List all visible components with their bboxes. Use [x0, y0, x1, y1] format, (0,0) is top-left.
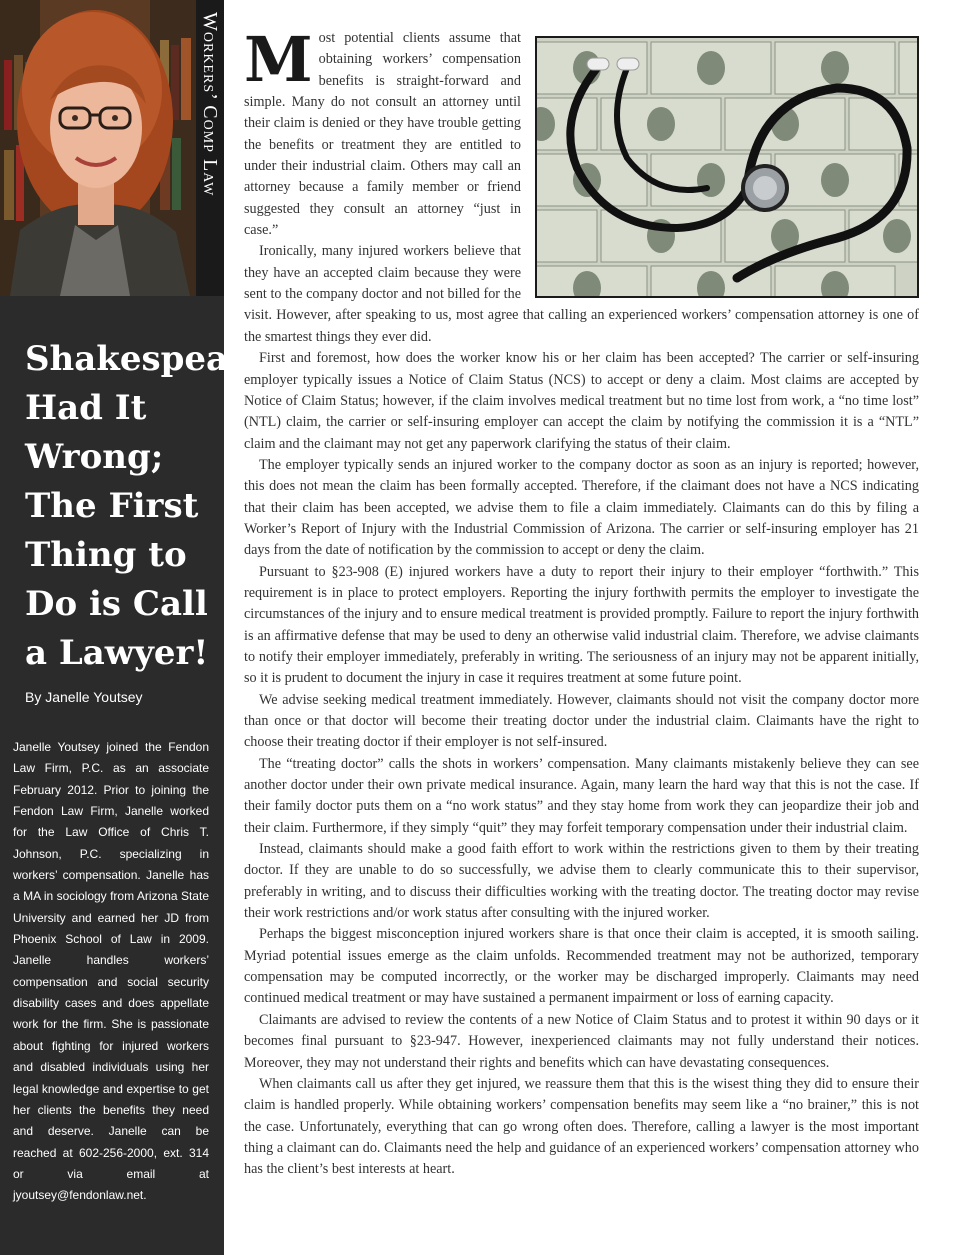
paragraph: The employer typically sends an injured worker to the company doctor as soon as an injury is reported; however, this does not mean the claim has been formally accepted. Therefore, if the claimant does not have a NCS indicating that their claim has been accepted, we advise them to file a claim immediately. Claimants can do this by filing a Worker’s Report of Injury with the Industrial Commission of Arizona. The carrier or self-insuring employer has 21 days from the date of notification by the commission to accept or deny the claim.	[244, 456, 919, 559]
article-headline: Shakespeare Had It Wrong; The First Thing to Do is Call a Lawyer!	[25, 339, 268, 673]
paragraph: Pursuant to §23-908 (E) injured workers have a duty to report their injury to their employer “forthwith.” This requirement is in place to protect employers. Reporting the injury forthwith permits the employer to investigate the circumstances of the injury and to ensure medical treatment is provided promptly. Failure to report the injury forthwith is an affirmative defense that may be used to deny an otherwise valid industrial claim. Therefore, we advise claimants to notify their employer immediately, preferably in writing. The seriousness of an injury may not be apparent initially, so it is prudent to document the injury in case it requires treatment at some future point.	[244, 563, 919, 687]
article-body	[244, 23, 919, 1181]
paragraph: Claimants are advised to review the contents of a new Notice of Claim Status and to protest it within 90 days or it becomes final pursuant to §23-947. However, inexperienced claimants may not fully understand their notices. Moreover, they may not understand their rights and benefits which can have devastating consequences.	[244, 1011, 919, 1071]
paragraph: Instead, claimants should make a good faith effort to work within the restrictions given to them by their treating doctor. If they are unable to do so successfully, we advise them to clearly communicate this to their supervisor, preferably in writing, and to discuss their difficulties working with the treating doctor. The treating doctor may revise their work restrictions and/or work status after consulting with the injured worker.	[244, 841, 919, 922]
paragraph-text: ost potential clients assume that obtaining workers’ compensation benefits is straight-forward and simple. Many do not consult an attorney until their claim is denied or they have trouble getting the benefits or treatment they are entitled to under their industrial claim. Others may call an attorney because a family member or friend suggested they consult an attorney “just in case.”	[244, 30, 521, 239]
paragraph: We advise seeking medical treatment immediately. However, claimants should not visit the company doctor more than once or that doctor will become their treating doctor under the industrial claim. Claimants have the right to choose their treating doctor if their employer is not self-insured.	[244, 691, 919, 751]
sidebar	[0, 0, 268, 1255]
author-photo	[0, 0, 196, 296]
byline: By Janelle Youtsey	[25, 689, 143, 705]
paragraph: Ironically, many injured workers believe that they have an accepted claim because they were sent to the company doctor and not billed for the visit. However, after speaking to us, most agree that calling an experienced workers’ compensation attorney is one of the smartest things they ever did.	[244, 243, 919, 345]
section-label: Workers’ Comp Law	[199, 12, 221, 197]
paragraph: First and foremost, how does the worker know his or her claim has been accepted? The carrier or self-insuring employer typically issues a Notice of Claim Status (NCS) to accept or deny a claim. Most claims are accepted by Notice of Claim Status; however, if the claim involves medical treatment but no time lost from work, a “no time lost” (NTL) claim, the carrier or self-insuring employer can accept the claim by notifying the commission it is a “NTL” claim and the claimant may not get any paperwork clarifying the status of their claim.	[244, 350, 919, 452]
author-bio: Janelle Youtsey joined the Fendon Law Firm, P.C. as an associate February 2012. Prior to joining the Fendon Law Firm, Janelle worked for the Law Office of Chris T. Johnson, P.C. specializing in workers’ compensation. Janelle has a MA in sociology from Arizona State University and earned her JD from Phoenix School of Law in 2009. Janelle handles workers’ compensation and social security disability cases and does appellate work for the firm. She is passionate about fighting for injured workers and disabled individuals using her legal knowledge and expertise to get her clients the benefits they need and deserve. Janelle can be reached at 602-256-2000, ext. 314 or via email at jyoutsey@fendonlaw.net.	[13, 740, 209, 1203]
stethoscope-money-image	[535, 36, 919, 298]
drop-cap: M	[244, 23, 313, 96]
paragraph: Perhaps the biggest misconception injured workers share is that once their claim is accepted, it is smooth sailing. Myriad potential issues emerge as the claim unfolds. Recommended treatment may not be authorized, temporary compensation may be computed incorrectly, or the worker may be discharged improperly. Claimants may need continued medical treatment or may have sustained a permanent impairment or loss of earning capacity.	[244, 926, 919, 1007]
paragraph: When claimants call us after they get injured, we reassure them that this is the wisest thing they did to ensure their claim is handled properly. While obtaining workers’ compensation benefits may seem like a “no brainer,” this is not the case. Unfortunately, everything that can go wrong often does. Therefore, calling a lawyer is the most important thing a claimant can do. Claimants need the help and guidance of an experienced workers’ compensation attorney who has the client’s best interests at heart.	[244, 1075, 919, 1178]
paragraph: The “treating doctor” calls the shots in workers’ compensation. Many claimants mistakenly believe they can see another doctor under their own private medical insurance. Again, many learn the hard way that this is not the case. If their family doctor puts them on a “no work status” and they stay home from work they can jeopardize their job and their claim. Furthermore, if they simply “quit” they may forfeit temporary compensation under their industrial claim.	[244, 755, 919, 836]
